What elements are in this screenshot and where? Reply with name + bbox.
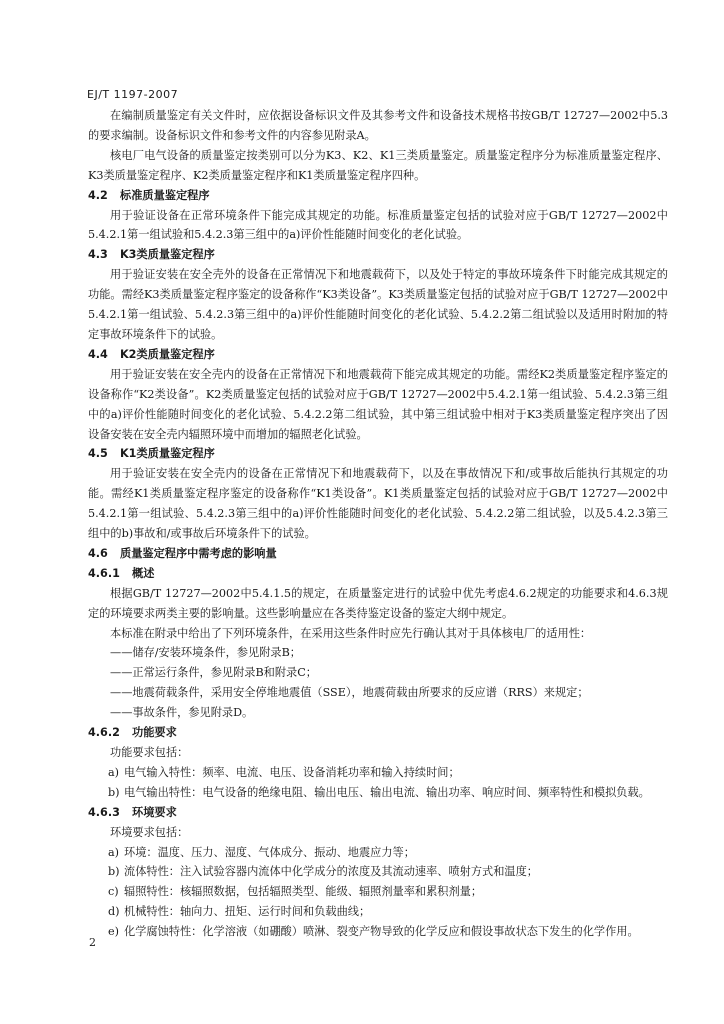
section-number: 4.6 — [88, 546, 108, 560]
section-title: K1类质量鉴定程序 — [120, 447, 215, 461]
section-heading-4-3 — [88, 245, 668, 265]
section-4-5-text: 用于验证安装在安全壳内的设备在正常情况下和地震载荷下，以及在事故情况下和/或事故后能执行其规定的功能。需经K1类质量鉴定程序鉴定的设备称作“K1类设备”。K1类质量鉴定包括的试验对应于GB/T 12727—2002中5.4.2.1第一组试验、5.4.2.3第三组中的a)评价性能随时间变化的老化试验、5.4.2.2第二组试验，以及5.4.2.3第三组中的b)事故和/或事故后环境条件下的试验。 — [88, 467, 668, 541]
list-item-label: d) — [108, 905, 120, 919]
section-title: 概述 — [132, 566, 155, 580]
section-4-6-3-lead: 环境要求包括： — [110, 825, 189, 839]
list-item — [88, 922, 668, 942]
list-item — [88, 783, 668, 803]
section-4-3-text: 用于验证安装在安全壳外的设备在正常情况下和地震载荷下，以及处于特定的事故环境条件下时能完成其规定的功能。需经K3类质量鉴定程序鉴定的设备称作“K3类设备”。K3类质量鉴定包括的试验对应于GB/T 12727—2002中5.4.2.1第一组试验、5.4.2.3第三组中的a)评价性能随时间变化的老化试验、5.4.2.2第二组试验以及适用时附加的特定事故环境条件下的试验。 — [88, 268, 668, 341]
list-item — [88, 763, 668, 783]
list-item-text: 辐照特性：核辐照数据，包括辐照类型、能级、辐照剂量率和累积剂量； — [124, 885, 483, 899]
list-item-text: 电气输入特性：频率、电流、电压、设备消耗功率和输入持续时间； — [124, 765, 460, 779]
section-heading-4-4 — [88, 345, 668, 365]
section-title: K3类质量鉴定程序 — [120, 248, 215, 262]
dash-list-item: ——正常运行条件，参见附录B和附录C； — [110, 666, 317, 680]
list-item — [88, 902, 668, 922]
section-heading-4-6 — [88, 544, 668, 564]
list-item-label: e) — [108, 925, 119, 939]
list-item — [88, 862, 668, 882]
section-heading-4-6-2 — [88, 723, 668, 743]
list-item-label: a) — [108, 845, 120, 859]
section-4-2-text: 用于验证设备在正常环境条件下能完成其规定的功能。标准质量鉴定包括的试验对应于GB/T 12727—2002中5.4.2.1第一组试验和5.4.2.3第三组中的a)评价性能随时间变化的老化试验。 — [88, 208, 668, 242]
list-item-text: 电气输出特性：电气设备的绝缘电阻、输出电压、输出电流、输出功率、响应时间、频率特性和模拟负载。 — [124, 785, 650, 799]
list-item-label: a) — [108, 765, 120, 779]
section-title: 环境要求 — [132, 805, 177, 819]
standard-code-header: EJ/T 1197-2007 — [87, 88, 179, 101]
section-heading-4-6-1 — [88, 564, 668, 584]
section-number: 4.6.2 — [88, 726, 120, 740]
list-item — [88, 843, 668, 863]
section-number: 4.6.3 — [88, 805, 120, 819]
dash-list-item: ——储存/安装环境条件，参见附录B； — [110, 646, 301, 660]
section-heading-4-2 — [88, 186, 668, 206]
section-number: 4.3 — [88, 248, 108, 262]
section-number: 4.5 — [88, 447, 108, 461]
list-item — [88, 882, 668, 902]
section-4-6-2-lead: 功能要求包括： — [110, 746, 189, 759]
page-content — [88, 106, 668, 942]
section-title: 功能要求 — [132, 726, 177, 740]
section-4-6-1-paragraph-1: 根据GB/T 12727—2002中5.4.1.5的规定，在质量鉴定进行的试验中优先考虑4.6.2规定的功能要求和4.6.3规定的环境要求两类主要的影响量。这些影响量应在各类待鉴定设备的鉴定大纲中规定。 — [88, 586, 668, 620]
list-item-text: 流体特性：注入试验容器内流体中化学成分的浓度及其流动速率、喷射方式和温度； — [124, 865, 538, 879]
section-4-6-1-paragraph-2: 本标准在附录中给出了下列环境条件，在采用这些条件时应先行确认其对于具体核电厂的适用性： — [110, 626, 592, 640]
list-item-label: c) — [108, 885, 119, 899]
dash-list-item: ——事故条件，参见附录D。 — [110, 706, 254, 720]
section-heading-4-6-3 — [88, 803, 668, 823]
section-number: 4.4 — [88, 347, 108, 361]
intro-paragraph-1: 在编制质量鉴定有关文件时，应依据设备标识文件及其参考文件和设备技术规格书按GB/T 12727—2002中5.3的要求编制。设备标识文件和参考文件的内容参见附录A。 — [88, 109, 668, 142]
section-number: 4.2 — [88, 188, 108, 202]
section-heading-4-5 — [88, 444, 668, 464]
page-number: 2 — [89, 936, 96, 949]
section-title: 标准质量鉴定程序 — [120, 188, 210, 202]
list-item-text: 机械特性：轴向力、扭矩、运行时间和负载曲线； — [124, 905, 371, 919]
dash-list-item: ——地震荷载条件，采用安全停堆地震值（SSE），地震荷载由所要求的反应谱（RRS）来规定； — [110, 686, 589, 700]
list-item-text: 环境：温度、压力、湿度、气体成分、振动、地震应力等； — [124, 845, 415, 859]
section-number: 4.6.1 — [88, 566, 120, 580]
list-item-text: 化学腐蚀特性：化学溶液（如硼酸）喷淋、裂变产物导致的化学反应和假设事故状态下发生的化学作用。 — [124, 925, 639, 939]
intro-paragraph-2: 核电厂电气设备的质量鉴定按类别可以分为K3、K2、K1三类质量鉴定。质量鉴定程序分为标准质量鉴定程序、K3类质量鉴定程序、K2类质量鉴定程序和K1类质量鉴定程序四种。 — [88, 148, 668, 182]
section-4-4-text: 用于验证安装在安全壳内的设备在正常情况下和地震载荷下能完成其规定的功能。需经K2类质量鉴定程序鉴定的设备称作“K2类设备”。K2类质量鉴定包括的试验对应于GB/T 12727—2002中5.4.2.1第一组试验、5.4.2.3第三组中的a)评价性能随时间变化的老化试验、5.4.2.2第二组试验，其中第三组试验中相对于K3类质量鉴定程序突出了因设备安装在安全壳内辐照环境中而增加的辐照老化试验。 — [88, 367, 668, 441]
list-item-label: b) — [108, 865, 120, 879]
section-title: 质量鉴定程序中需考虑的影响量 — [120, 546, 277, 560]
list-item-label: b) — [108, 785, 120, 799]
section-title: K2类质量鉴定程序 — [120, 347, 215, 361]
